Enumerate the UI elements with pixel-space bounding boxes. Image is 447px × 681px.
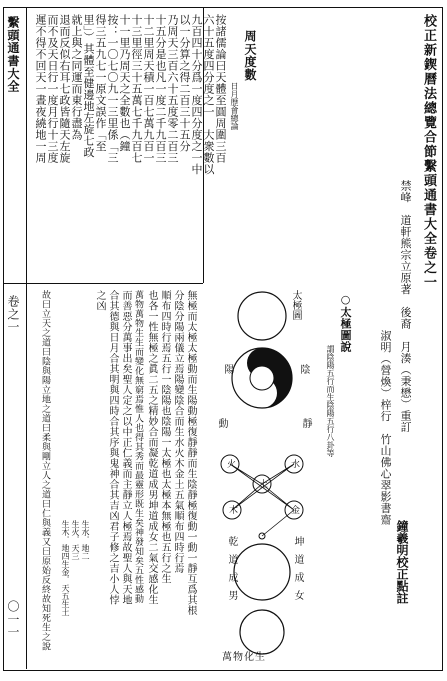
text-line: 十一里乃周天之全數也（鐘 — [118, 14, 131, 152]
text-line: 就上與之同運而東行盡為 — [70, 14, 83, 141]
text-line: 按諸儒論曰天體至圓周圍三百 — [214, 14, 227, 164]
qian-label: 乾道成男 — [226, 536, 237, 608]
text-line: 以一分算之得二百三十五分 — [178, 14, 191, 152]
section-divider-h — [27, 283, 203, 284]
jing-label: 靜 — [300, 418, 311, 428]
taiji-top-label: 太極圖 — [290, 290, 301, 320]
earth-label: 土 — [257, 479, 267, 488]
section1-note: 日月歷會總論 — [230, 82, 239, 130]
water-label: 水 — [289, 459, 299, 468]
fire-label: 火 — [225, 459, 235, 468]
margin-divider — [26, 7, 27, 669]
text-line: 而不及天日行一度月行十三度 — [46, 14, 59, 164]
text-line: 退而反似右耳七政皆隨天左旋 — [58, 14, 71, 164]
text-line: 得三五九七一原文誤作「至 — [94, 14, 107, 152]
text-line: 也各一性無極之眞二五之精妙合而凝乾道成男坤道成女二氣交感化生 — [146, 290, 157, 605]
text-line: 九百四十分爲一度四分度之一中 — [190, 14, 203, 175]
section2-title-note: 謂陰陽五行而生陰陽五行八卦等 — [326, 345, 335, 457]
margin-rule — [3, 283, 27, 284]
text-line: 順布四時行焉五行一陰陽也陰陽一太極也太極本無極也五行之生 — [159, 290, 170, 584]
metal-label: 金 — [289, 505, 299, 514]
volume-label: 卷之一 — [6, 295, 20, 334]
text-line: 十二里周天積一百七萬九百一 — [142, 14, 155, 164]
text-line: 六十五度四分度之一 大衆數以 — [202, 14, 215, 175]
corrector-line: 鐘羲明校正點註 — [395, 520, 409, 604]
page-number: 〇一一 — [6, 600, 20, 639]
page-title: 校正新鍥曆法總覽合節繫頭通書大全卷之一 — [421, 14, 436, 290]
section2-title: ○太極圖說 — [339, 293, 352, 353]
wanwu-label: 萬物化生 — [222, 652, 266, 663]
text-line: 故曰立天之道曰陰與陽立地之道曰柔與剛立人之道曰仁與義又曰原始反終故知死生之說 — [40, 290, 50, 651]
text-line: 而善惡分萬事出矣聖人定之以中正仁義而主靜立人極焉故聖人與天地 — [120, 290, 131, 605]
wuji-circle — [238, 292, 286, 340]
side-note: 生水．地二 — [81, 520, 90, 560]
book-title: 繫頭通書大全 — [6, 16, 20, 93]
text-line: 里」）其體至健邊地左旋七政 — [82, 14, 95, 158]
text-line: 十三里徑三十五萬七千九百七 — [130, 14, 143, 164]
kun-label: 坤道成女 — [292, 536, 303, 608]
wood-label: 木 — [227, 505, 237, 514]
yin-label: 陰 — [298, 364, 309, 374]
section1-title: 周天度數 — [243, 30, 257, 82]
text-line: 分陰分陽兩儀立焉陽變陰合而生水火木金土五氣順布四時行焉 — [172, 290, 183, 574]
dong-label: 動 — [216, 418, 227, 428]
text-line: 之凶 — [94, 290, 105, 311]
side-note: 生木．地四生金．天五生土 — [61, 520, 70, 616]
author-line-2: 淑明（營煥）梓行 竹山佛心翠影書齋 — [379, 330, 392, 526]
author-line-1: 禁峰 道軒熊宗立原著 後裔 月湊（秉懋）重訂 — [399, 180, 412, 433]
side-note: 生火．天三 — [71, 520, 80, 560]
text-line: 合其德與日月合其明與四時合其序與鬼神合其吉凶君子修之吉小人悖 — [107, 290, 118, 605]
yinyang-inner — [250, 366, 274, 390]
text-line: 無極而太極太極動而生陽動極復靜靜而生陰靜極復動一動一靜互爲其根 — [185, 290, 196, 616]
text-line: 萬物萬物生生而變化無窮焉惟人也得其秀而最靈形既生矣神發知矣五性感動 — [133, 290, 143, 604]
text-line: 遲不得不回天一晝夜繞地一周 — [34, 14, 47, 164]
text-line: 乃周天三百六十五度零二百三 — [166, 14, 179, 164]
text-line: 按：一〇七〇九一三里係「三 — [106, 14, 119, 164]
taiji-svg — [200, 286, 325, 664]
qian-kun-circle — [234, 544, 290, 600]
taiji-diagram — [200, 286, 325, 664]
yang-label: 陽 — [222, 364, 233, 374]
text-line: 十五分是也凡一度二千九百三 — [154, 14, 167, 164]
